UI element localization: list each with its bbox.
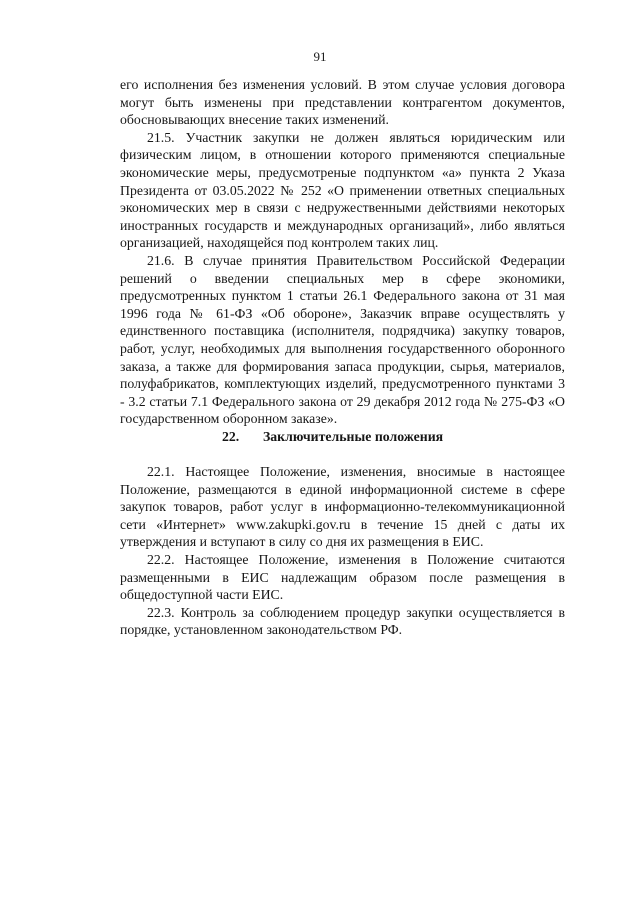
section-number: 22.: [222, 428, 240, 444]
section-heading: [120, 428, 565, 446]
text-line: - 3.2 статьи 7.1 Федерального закона от 29 декабря 2012 года № 275-ФЗ «О: [120, 393, 565, 409]
text-line: экономические меры, предусмотреные подпунктом «а» пункта 2 Указа: [120, 164, 565, 180]
text-line: полуфабрикатов, комплектующих изделий, предусмотренного пунктами 3: [120, 376, 565, 392]
text-line: 21.6. В случае принятия Правительством Российской Федерации: [147, 252, 565, 268]
blank-line: [120, 445, 565, 463]
page-number: 91: [313, 49, 327, 64]
text-line: сети «Интернет» www.zakupki.gov.ru в течение 15 дней с даты их: [120, 516, 565, 532]
text-line: общедоступной части ЕИС.: [120, 587, 284, 603]
text-line: 22.2. Настоящее Положение, изменения в Положение считаются: [147, 552, 565, 568]
text-line: 22.3. Контроль за соблюдением процедур закупки осуществляется в: [147, 604, 565, 620]
text-line: 1996 года № 61-ФЗ «Об обороне», Заказчик вправе осуществлять у: [120, 305, 565, 321]
text-line: 22.1. Настоящее Положение, изменения, вносимые в настоящее: [147, 464, 565, 480]
text-line: работ, услуг, необходимых для выполнения государственного оборонного: [120, 340, 565, 356]
text-line: размещенными в ЕИС надлежащим образом после размещения в: [120, 569, 565, 585]
text-line: его исполнения без изменения условий. В этом случае условия договора: [120, 77, 565, 92]
text-line: организацией, находящейся под контролем таких лиц.: [120, 235, 439, 251]
text-line: предусмотренных пунктом 1 статьи 26.1 Федерального закона от 31 мая: [120, 288, 565, 304]
text-line: порядке, установленном законодательством РФ.: [120, 622, 403, 638]
text-line: могут быть изменены при представлении контрагентом документов,: [120, 94, 565, 110]
text-line: Президента от 03.05.2022 № 252 «О применении ответных специальных: [120, 182, 565, 198]
text-line: решений о введении специальных мер в сфере экономики,: [120, 270, 565, 286]
text-line: закупок товаров, работ услуг в информационно-телекоммуникационной: [120, 499, 565, 515]
text-line: Положение, размещаются в единой информационной системе в сфере: [120, 481, 565, 497]
text-line: заказа, а также для формирования запаса продукции, сырья, материалов,: [120, 358, 565, 374]
text-line: обосновывающих внесение таких изменений.: [120, 112, 389, 128]
text-line: иностранных государств и международных организаций», либо являться: [120, 217, 565, 233]
text-line: экономических мер в связи с недружественными действиями некоторых: [120, 200, 565, 216]
document-body: [120, 76, 565, 639]
text-line: утверждения и вступают в силу со дня их размещения в ЕИС.: [120, 534, 484, 550]
text-line: 21.5. Участник закупки не должен являться юридическим или: [147, 129, 565, 145]
section-title: Заключительные положения: [263, 428, 444, 444]
text-line: единственного поставщика (исполнителя, подрядчика) закупку товаров,: [120, 323, 565, 339]
text-line: физическим лицом, в отношении которого применяются специальные: [120, 147, 565, 163]
text-line: государственном оборонном заказе».: [120, 411, 338, 427]
